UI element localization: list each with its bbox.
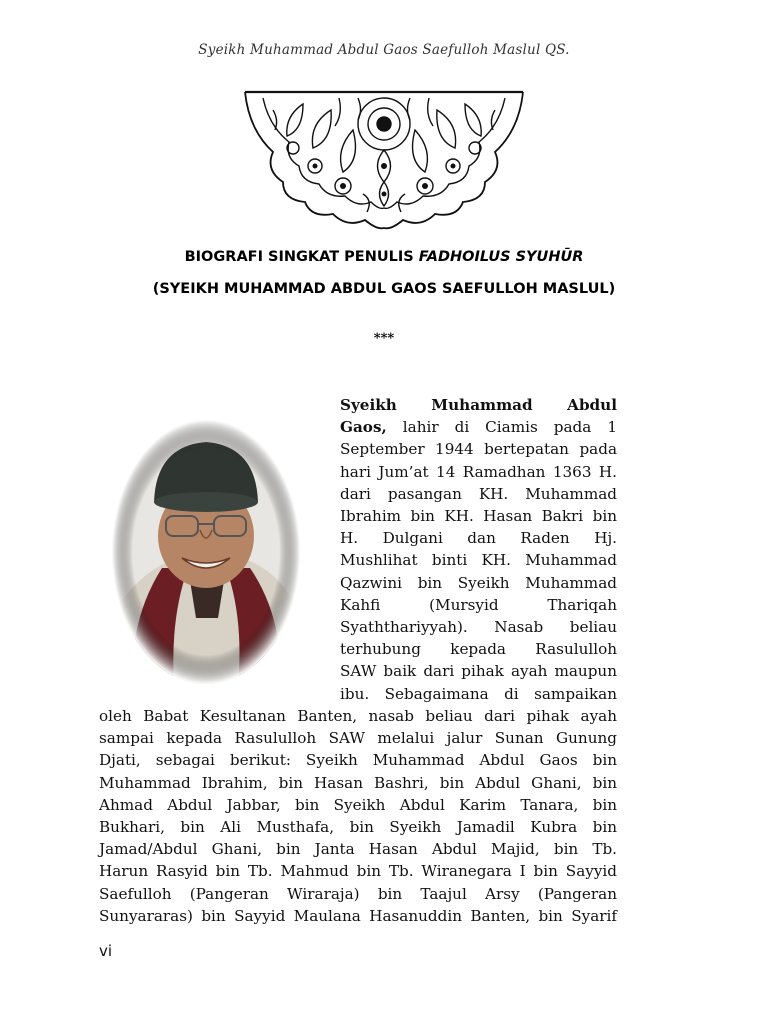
author-name-bold: Syeikh Muhammad Abdul [340, 396, 617, 414]
text-line: Jamad/Abdul Ghani, bin Janta Hasan Abdul Majid, bin Tb. [99, 840, 617, 859]
text-line: Ibrahim bin KH. Hasan Bakri bin [340, 507, 617, 526]
text-line: hari Jum’at 14 Ramadhan 1363 H. [340, 462, 617, 481]
text-line: Ahmad Abdul Jabbar, bin Syeikh Abdul Karim Tanara, bin [99, 795, 617, 814]
text-line: ibu. Sebagaimana di sampaikan [340, 684, 617, 703]
genealogy-paragraph [99, 705, 617, 927]
text-fragment: lahir di Ciamis pada 1 [386, 418, 617, 437]
title-prefix: BIOGRAFI SINGKAT PENULIS [184, 249, 419, 265]
text-line: Djati, sebagai berikut: Syeikh Muhammad Abdul Gaos bin [99, 751, 617, 770]
author-name-bold-2: Gaos, [340, 418, 387, 437]
text-line: September 1944 bertepatan pada [340, 440, 617, 459]
text-line [340, 416, 617, 438]
text-line: Harun Rasyid bin Tb. Mahmud bin Tb. Wiranegara I bin Sayyid [99, 862, 617, 881]
title-line-1 [0, 249, 768, 265]
text-line: oleh Babat Kesultanan Banten, nasab beliau dari pihak ayah [99, 707, 617, 725]
text-line: terhubung kepada Rasululloh [340, 640, 617, 659]
text-line: Syaththariyyah). Nasab beliau [340, 618, 617, 637]
page-number: vi [99, 942, 113, 960]
text-line: H. Dulgani dan Raden Hj. [340, 529, 617, 548]
text-line: Kahfi (Mursyid Thariqah [340, 595, 617, 614]
author-portrait [110, 418, 302, 686]
text-line: Sunyararas) bin Sayyid Maulana Hasanuddin Banten, bin Syarif [99, 906, 617, 925]
title-line-2: (SYEIKH MUHAMMAD ABDUL GAOS SAEFULLOH MASLUL) [152, 281, 616, 297]
text-line: Bukhari, bin Ali Musthafa, bin Syeikh Jamadil Kubra bin [99, 818, 617, 837]
text-line: sampai kepada Rasululloh SAW melalui jalur Sunan Gunung [99, 729, 617, 748]
section-separator: *** [373, 331, 395, 346]
text-line: SAW baik dari pihak ayah maupun [340, 662, 617, 681]
text-line [340, 394, 617, 416]
text-line: Mushlihat binti KH. Muhammad [340, 551, 617, 570]
running-header: Syeikh Muhammad Abdul Gaos Saefulloh Maslul QS. [198, 42, 570, 58]
text-line: dari pasangan KH. Muhammad [340, 484, 617, 503]
text-line: Muhammad Ibrahim, bin Hasan Bashri, bin Abdul Ghani, bin [99, 773, 617, 792]
title-book-name: FADHOILUS SYUHŪR [418, 249, 584, 265]
text-line: Saefulloh (Pangeran Wiraraja) bin Taajul Arsy (Pangeran [99, 884, 617, 903]
mandala-ornament [243, 90, 525, 230]
text-line: Qazwini bin Syeikh Muhammad [340, 573, 617, 592]
intro-column-text [340, 394, 617, 705]
